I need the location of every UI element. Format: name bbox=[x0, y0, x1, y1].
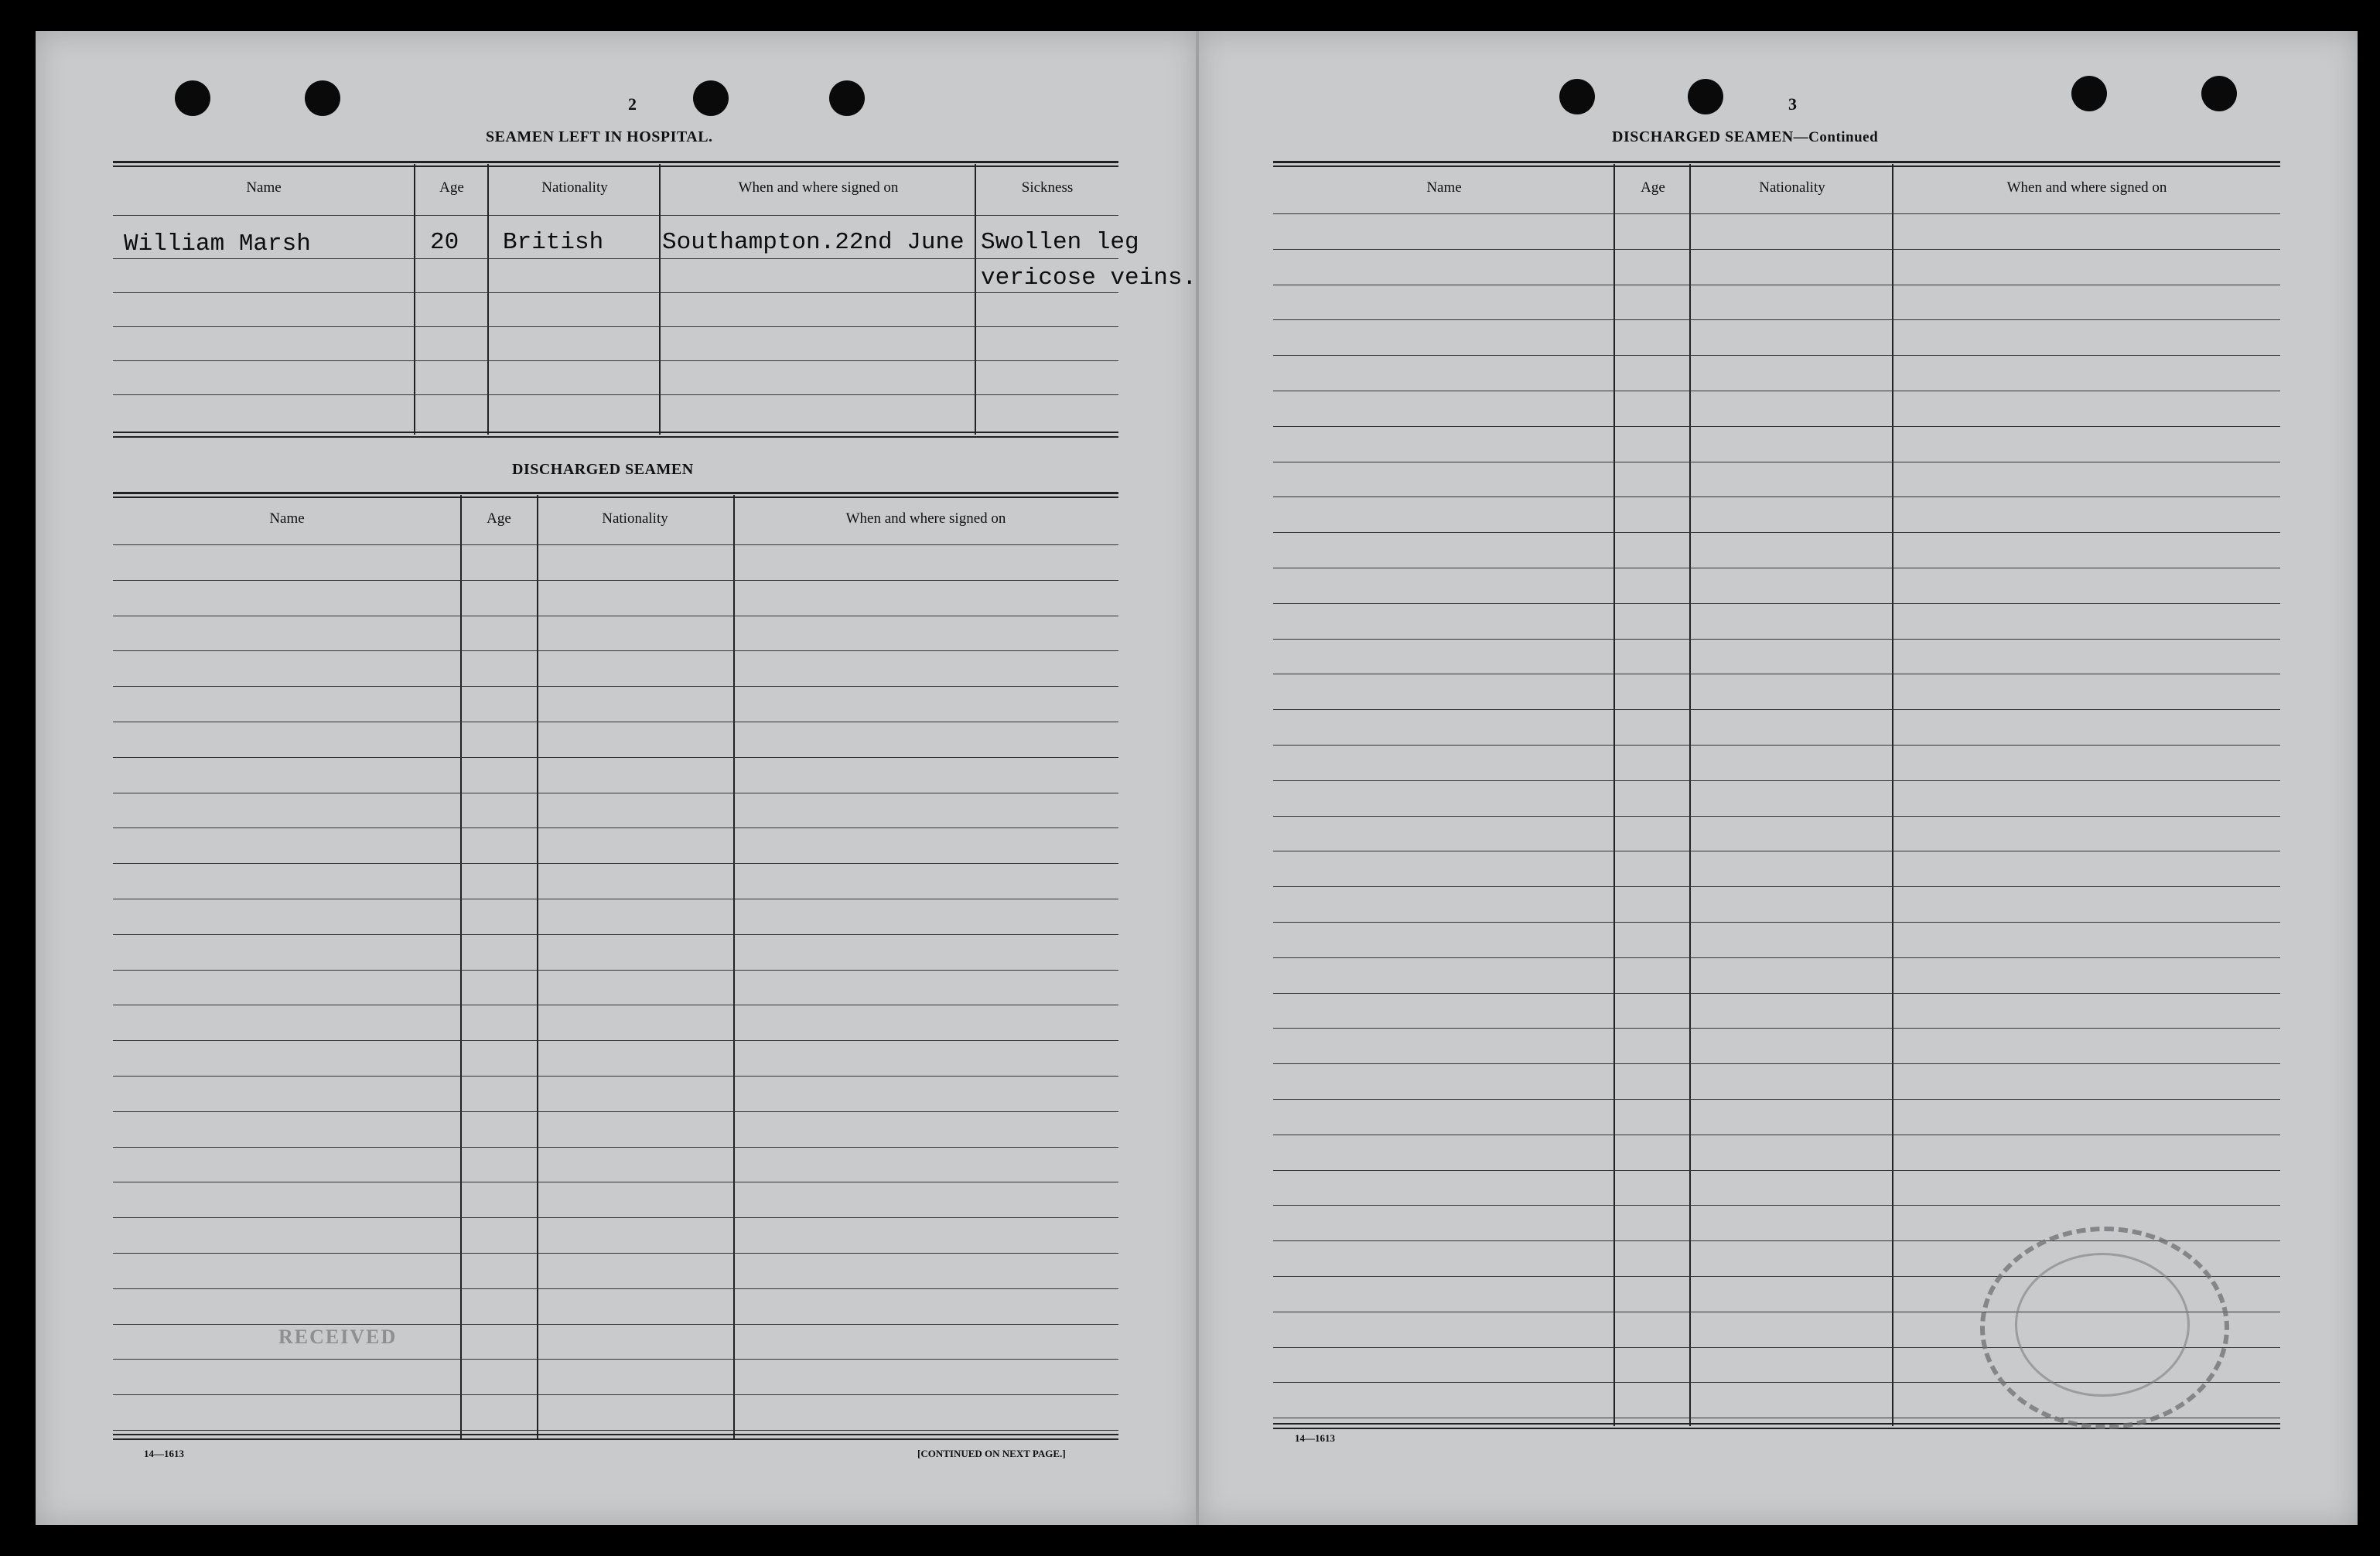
title-continued: —Continued bbox=[1793, 129, 1879, 145]
column-line bbox=[1892, 164, 1893, 1426]
table-rule bbox=[1273, 1428, 2280, 1429]
form-number: 14—1613 bbox=[1295, 1432, 1335, 1444]
row-line bbox=[113, 1217, 1118, 1218]
row-line bbox=[113, 1076, 1118, 1077]
row-line bbox=[1273, 603, 2280, 604]
col-header-signed-on: When and where signed on bbox=[738, 179, 899, 196]
table-rule bbox=[113, 1434, 1118, 1435]
row-line bbox=[113, 1430, 1118, 1431]
row-line bbox=[1273, 1205, 2280, 1206]
col-header-nationality: Nationality bbox=[541, 179, 608, 196]
column-line bbox=[1613, 164, 1615, 1426]
row-line bbox=[113, 580, 1118, 581]
row-line bbox=[1273, 709, 2280, 710]
row-line bbox=[1273, 426, 2280, 427]
row-line bbox=[113, 1288, 1118, 1289]
entry-age: 20 bbox=[430, 229, 459, 256]
form-number: 14—1613 bbox=[144, 1448, 184, 1459]
punch-hole-icon bbox=[693, 80, 729, 116]
entry-name: William Marsh bbox=[124, 230, 311, 258]
page-number: 3 bbox=[1788, 94, 1797, 114]
continued-note: [CONTINUED ON NEXT PAGE.] bbox=[917, 1448, 1066, 1459]
row-line bbox=[113, 827, 1118, 828]
column-line bbox=[733, 495, 735, 1438]
col-header-nationality: Nationality bbox=[1759, 179, 1825, 196]
row-line bbox=[1273, 745, 2280, 746]
row-line bbox=[113, 1324, 1118, 1325]
punch-hole-icon bbox=[2201, 76, 2237, 111]
table-rule bbox=[113, 436, 1118, 438]
entry-sickness: Swollen leg bbox=[981, 229, 1139, 256]
row-line bbox=[1273, 993, 2280, 994]
col-header-nationality: Nationality bbox=[602, 510, 668, 527]
row-line bbox=[113, 934, 1118, 935]
row-line bbox=[113, 326, 1118, 327]
row-line bbox=[113, 1394, 1118, 1395]
punch-hole-icon bbox=[829, 80, 865, 116]
entry-sickness-cont: vericose veins. bbox=[981, 264, 1197, 292]
row-line bbox=[113, 1147, 1118, 1148]
row-line bbox=[113, 686, 1118, 687]
row-line bbox=[113, 1359, 1118, 1360]
table-rule bbox=[113, 496, 1118, 498]
table-rule bbox=[1273, 161, 2280, 163]
discharged-continued-title bbox=[1612, 128, 1878, 146]
page-number: 2 bbox=[628, 94, 637, 114]
punch-hole-icon bbox=[305, 80, 340, 116]
row-line bbox=[113, 1253, 1118, 1254]
punch-hole-icon bbox=[175, 80, 210, 116]
row-line bbox=[113, 292, 1118, 293]
row-line bbox=[1273, 957, 2280, 958]
row-line bbox=[113, 1040, 1118, 1041]
row-line bbox=[113, 258, 1118, 259]
col-header-signed-on: When and where signed on bbox=[845, 510, 1006, 527]
row-line bbox=[1273, 1063, 2280, 1064]
row-line bbox=[1273, 886, 2280, 887]
row-line bbox=[1273, 922, 2280, 923]
row-line bbox=[1273, 780, 2280, 781]
table-rule bbox=[113, 165, 1118, 167]
row-line bbox=[1273, 1099, 2280, 1100]
page-fold bbox=[1196, 31, 1199, 1525]
table-rule bbox=[113, 161, 1118, 163]
entry-signed-on: Southampton.22nd June bbox=[662, 229, 965, 256]
col-header-age: Age bbox=[439, 179, 464, 196]
row-line bbox=[1273, 639, 2280, 640]
hospital-section-title: SEAMEN LEFT IN HOSPITAL. bbox=[486, 128, 713, 145]
column-line bbox=[537, 495, 538, 1438]
col-header-name: Name bbox=[246, 179, 282, 196]
table-rule bbox=[113, 492, 1118, 494]
col-header-age: Age bbox=[487, 510, 511, 527]
row-line bbox=[1273, 816, 2280, 817]
punch-hole-icon bbox=[2071, 76, 2107, 111]
faint-received-stamp: RECEIVED bbox=[278, 1326, 398, 1348]
row-line bbox=[1273, 1028, 2280, 1029]
table-rule bbox=[1273, 165, 2280, 167]
row-line bbox=[113, 970, 1118, 971]
row-line bbox=[113, 757, 1118, 758]
column-line bbox=[460, 495, 462, 1438]
col-header-name: Name bbox=[269, 510, 305, 527]
punch-hole-icon bbox=[1688, 79, 1723, 114]
col-header-name: Name bbox=[1426, 179, 1462, 196]
col-header-sickness: Sickness bbox=[1021, 179, 1074, 196]
row-line bbox=[113, 544, 1118, 545]
row-line bbox=[1273, 532, 2280, 533]
row-line bbox=[1273, 355, 2280, 356]
column-line bbox=[1689, 164, 1691, 1426]
row-line bbox=[113, 394, 1118, 395]
punch-hole-icon bbox=[1559, 79, 1595, 114]
row-line bbox=[113, 863, 1118, 864]
row-line bbox=[1273, 496, 2280, 497]
row-line bbox=[1273, 249, 2280, 250]
table-rule bbox=[113, 1438, 1118, 1440]
header-divider bbox=[113, 215, 1118, 216]
row-line bbox=[113, 1111, 1118, 1112]
row-line bbox=[113, 360, 1118, 361]
discharged-section-title: DISCHARGED SEAMEN bbox=[512, 461, 694, 478]
col-header-age: Age bbox=[1641, 179, 1665, 196]
table-rule bbox=[113, 432, 1118, 433]
row-line bbox=[1273, 319, 2280, 320]
receipt-stamp-inner bbox=[2015, 1253, 2190, 1397]
row-line bbox=[1273, 1170, 2280, 1171]
row-line bbox=[113, 650, 1118, 651]
title-main: DISCHARGED SEAMEN bbox=[1612, 128, 1794, 145]
col-header-signed-on: When and where signed on bbox=[2006, 179, 2167, 196]
row-line bbox=[1273, 213, 2280, 214]
entry-nationality: British bbox=[503, 229, 604, 256]
